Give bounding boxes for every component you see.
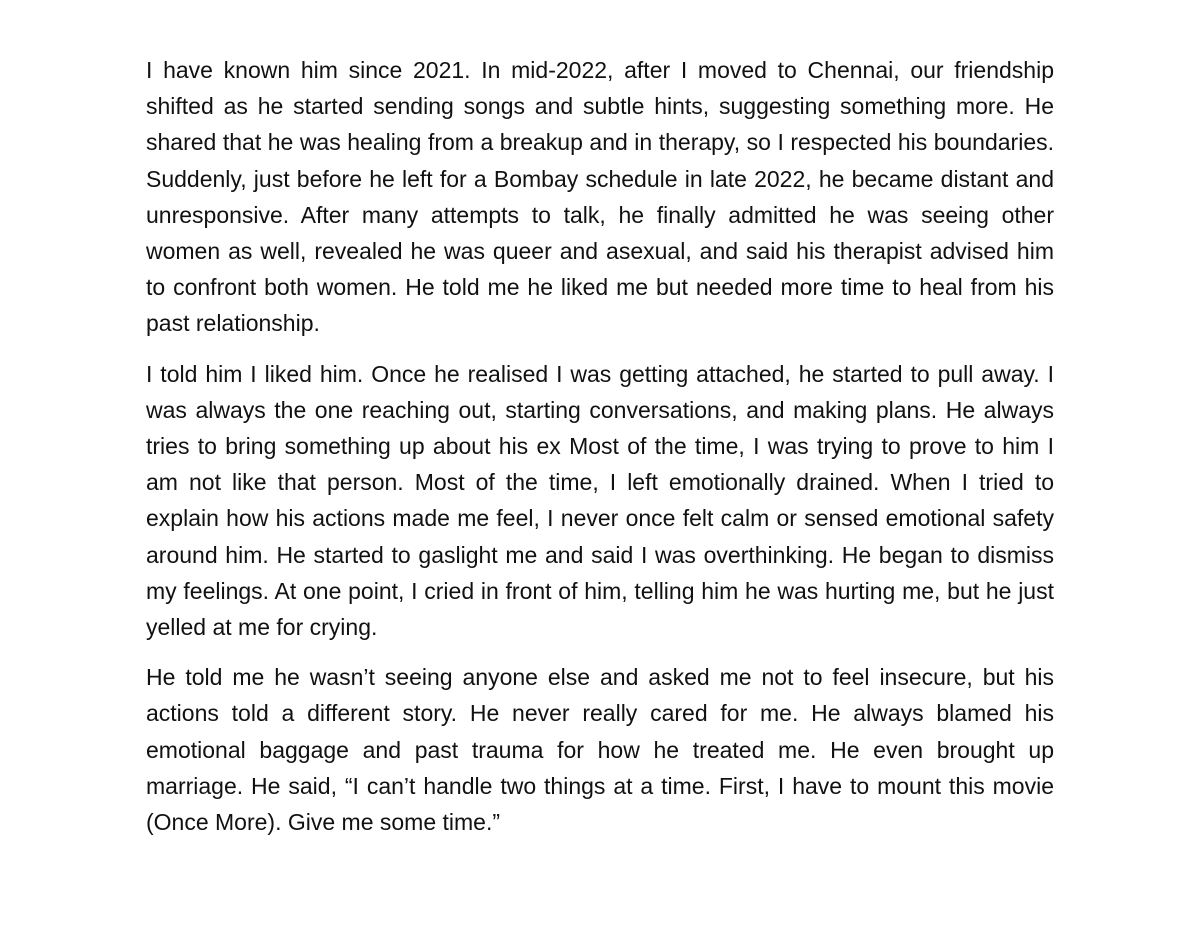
paragraph-1: I have known him since 2021. In mid-2022, after I moved to Chennai, our friendship shifted as he started sending songs and subtle hints, suggesting something more. He shared that he was healing from a breakup and in therapy, so I respected his boundaries. Suddenly, just before he left for a Bombay schedule in late 2022, he became distant and unresponsive. After many attempts to talk, he finally admitted he was seeing other women as well, revealed he was queer and asexual, and said his therapist advised him to confront both women. He told me he liked me but needed more time to heal from his past relationship.: [146, 57, 1054, 337]
document-body: [146, 52, 1054, 840]
paragraph-2: I told him I liked him. Once he realised I was getting attached, he started to pull away. I was always the one reaching out, starting conversations, and making plans. He always tries to bring something up about his ex Most of the time, I was trying to prove to him I am not like that person. Most of the time, I left emotionally drained. When I tried to explain how his actions made me feel, I never once felt calm or sensed emotional safety around him. He started to gaslight me and said I was overthinking. He began to dismiss my feelings. At one point, I cried in front of him, telling him he was hurting me, but he just yelled at me for crying.: [146, 360, 1054, 641]
paragraph-3: He told me he wasn’t seeing anyone else and asked me not to feel insecure, but his actions told a different story. He never really cared for me. He always blamed his emotional baggage and past trauma for how he treated me. He even brought up marriage. He said, “I can’t handle two things at a time. First, I have to mount this movie (Once More). Give me some time.”: [146, 664, 1054, 836]
